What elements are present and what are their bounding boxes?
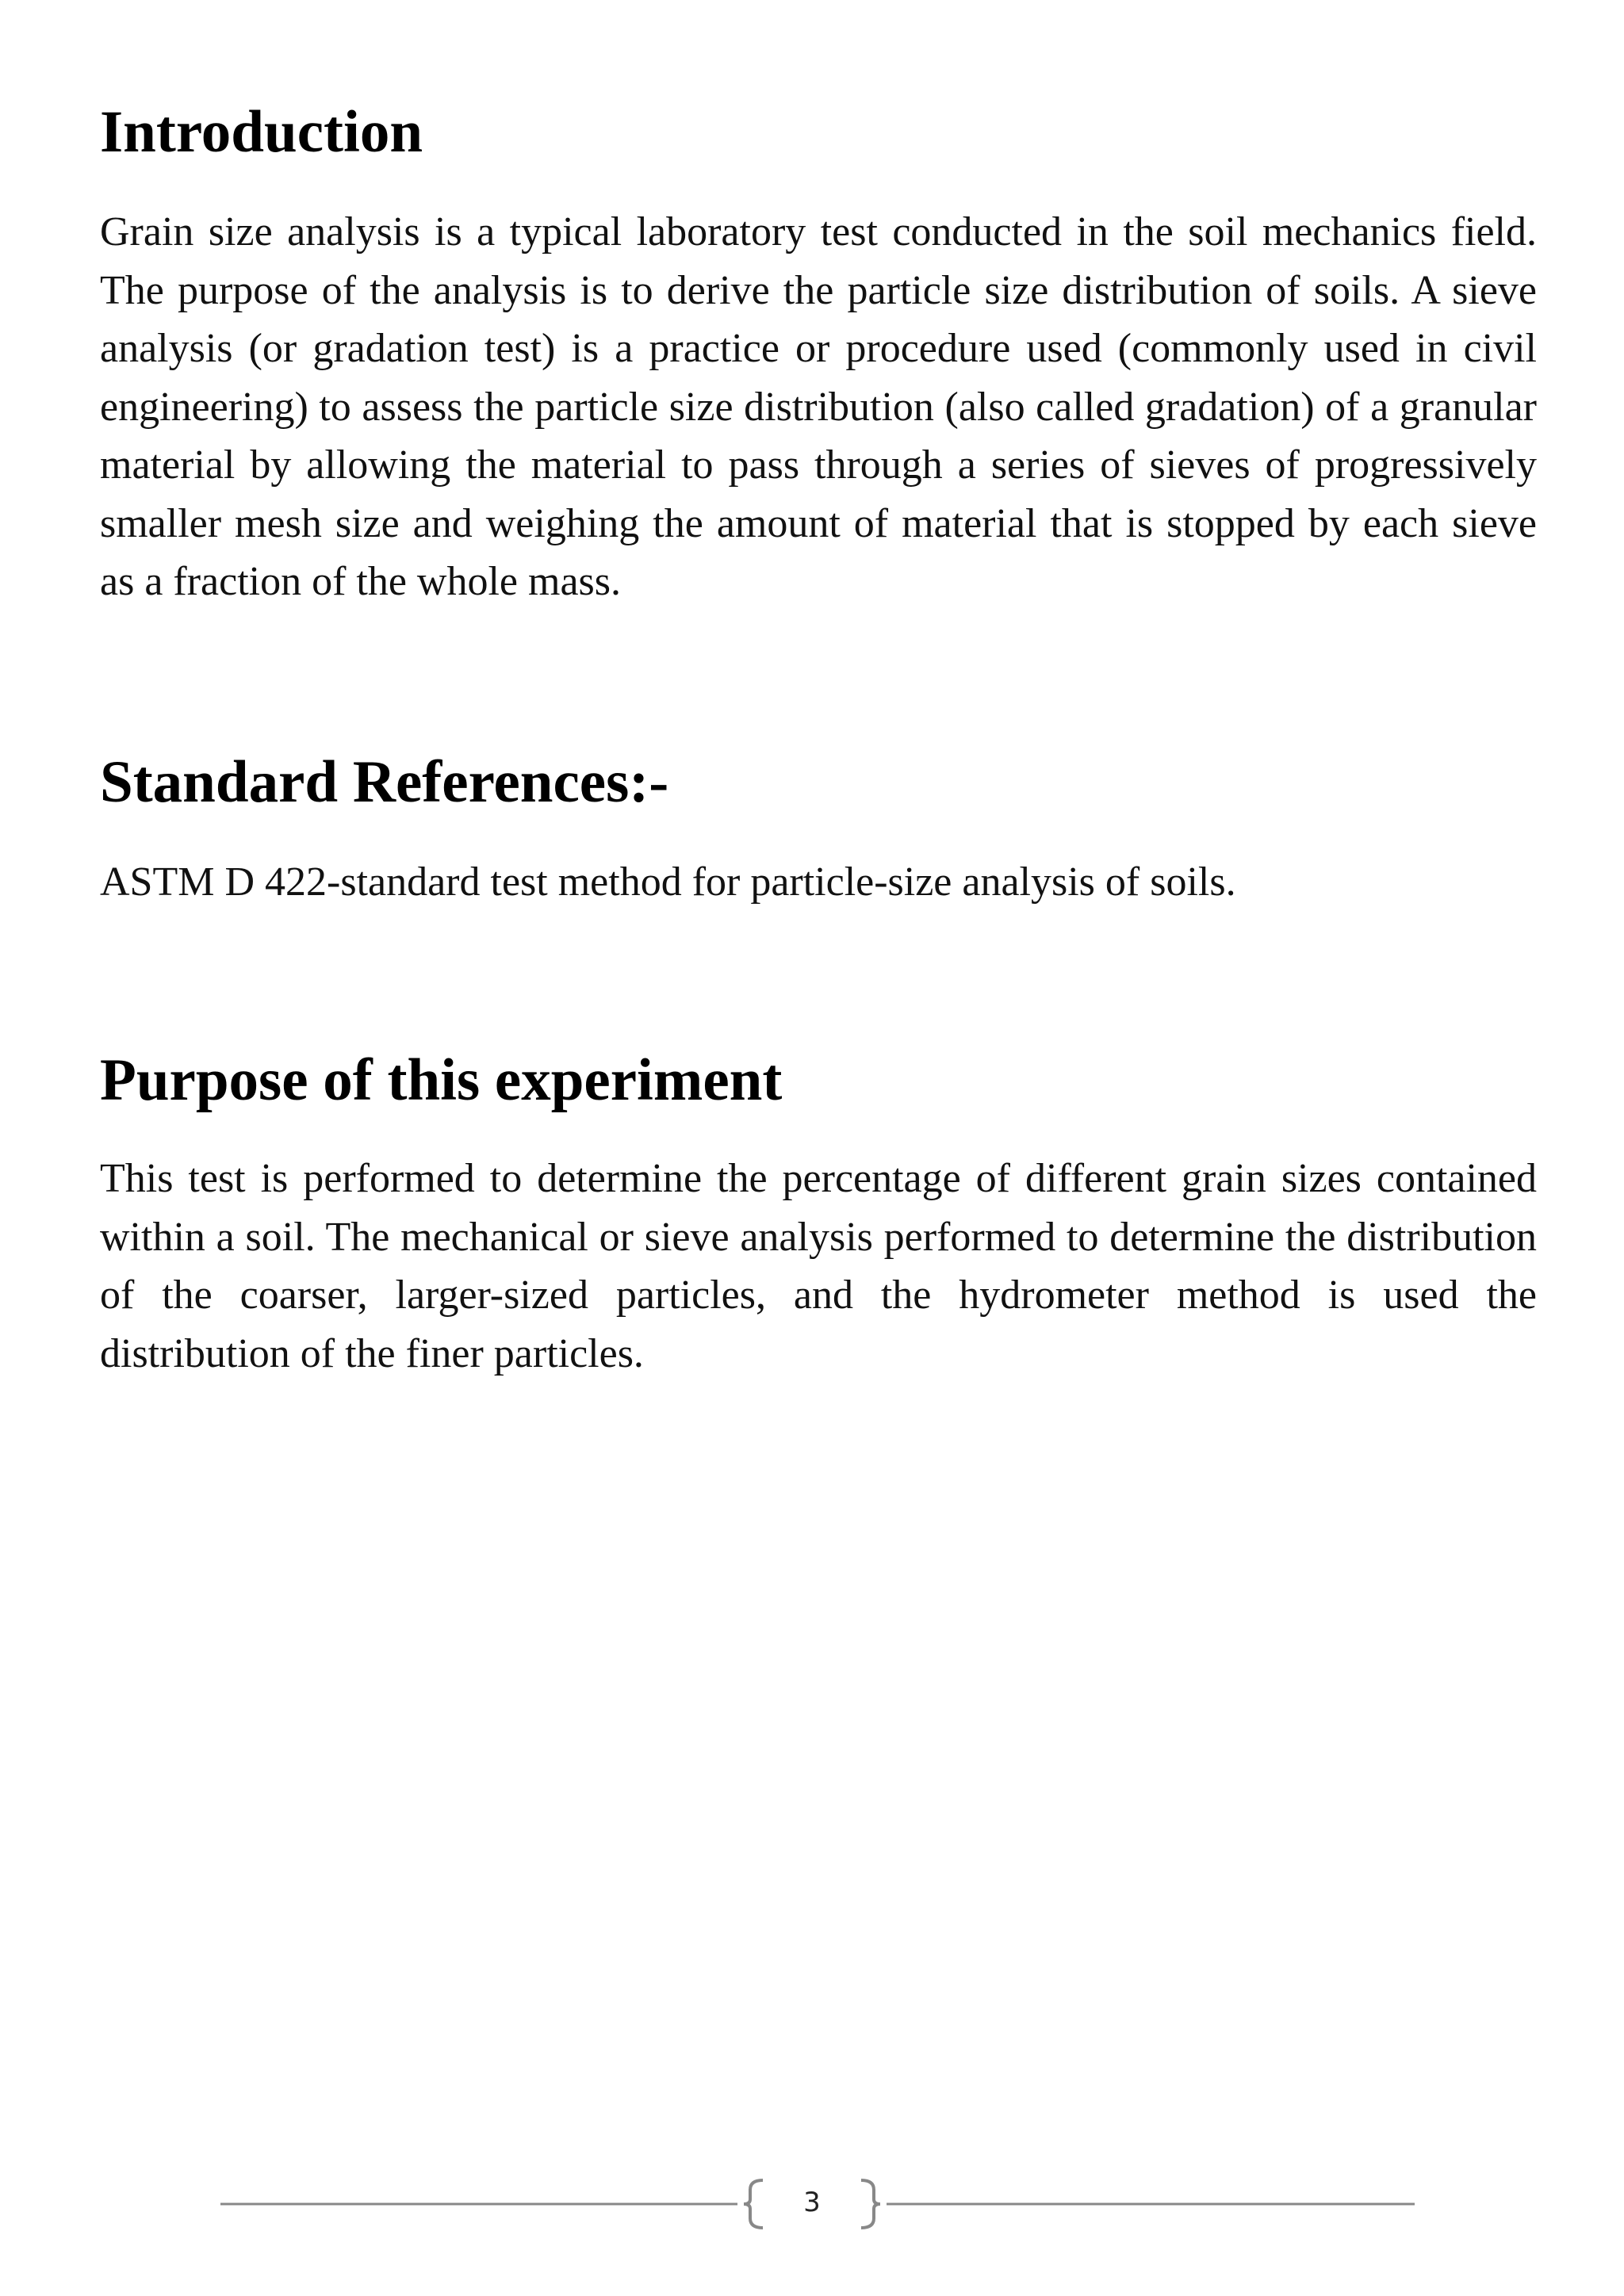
section-heading-standard-references: Standard References:- — [100, 749, 669, 815]
page-footer — [0, 2172, 1624, 2236]
section-body-purpose: This test is performed to determine the percentage of different grain sizes contained within a soil. The mechanical or sieve analysis performed to determine the distribution of the coarser, larger-sized particles, and the hydrometer method is used the distribution of the finer particles. — [100, 1156, 1537, 1376]
section-heading-introduction: Introduction — [100, 99, 423, 165]
page-number: 3 — [803, 2187, 821, 2218]
section-heading-purpose: Purpose of this experiment — [100, 1047, 783, 1113]
section-body-introduction: Grain size analysis is a typical laboratory test conducted in the soil mechanics field. The purpose of the analysis is to derive the particle size distribution of soils. A sieve analysis (or gradation test) is a practice or procedure used (commonly used in civil engineering) to assess the particle size distribution (also called gradation) of a granular material by allowing the material to pass through a series of sieves of progressively smaller mesh size and weighing the amount of material that is stopped by each sieve as a fraction of the whole mass. — [100, 209, 1537, 604]
section-body-standard-references: ASTM D 422-standard test method for particle-size analysis of soils. — [100, 859, 1236, 905]
